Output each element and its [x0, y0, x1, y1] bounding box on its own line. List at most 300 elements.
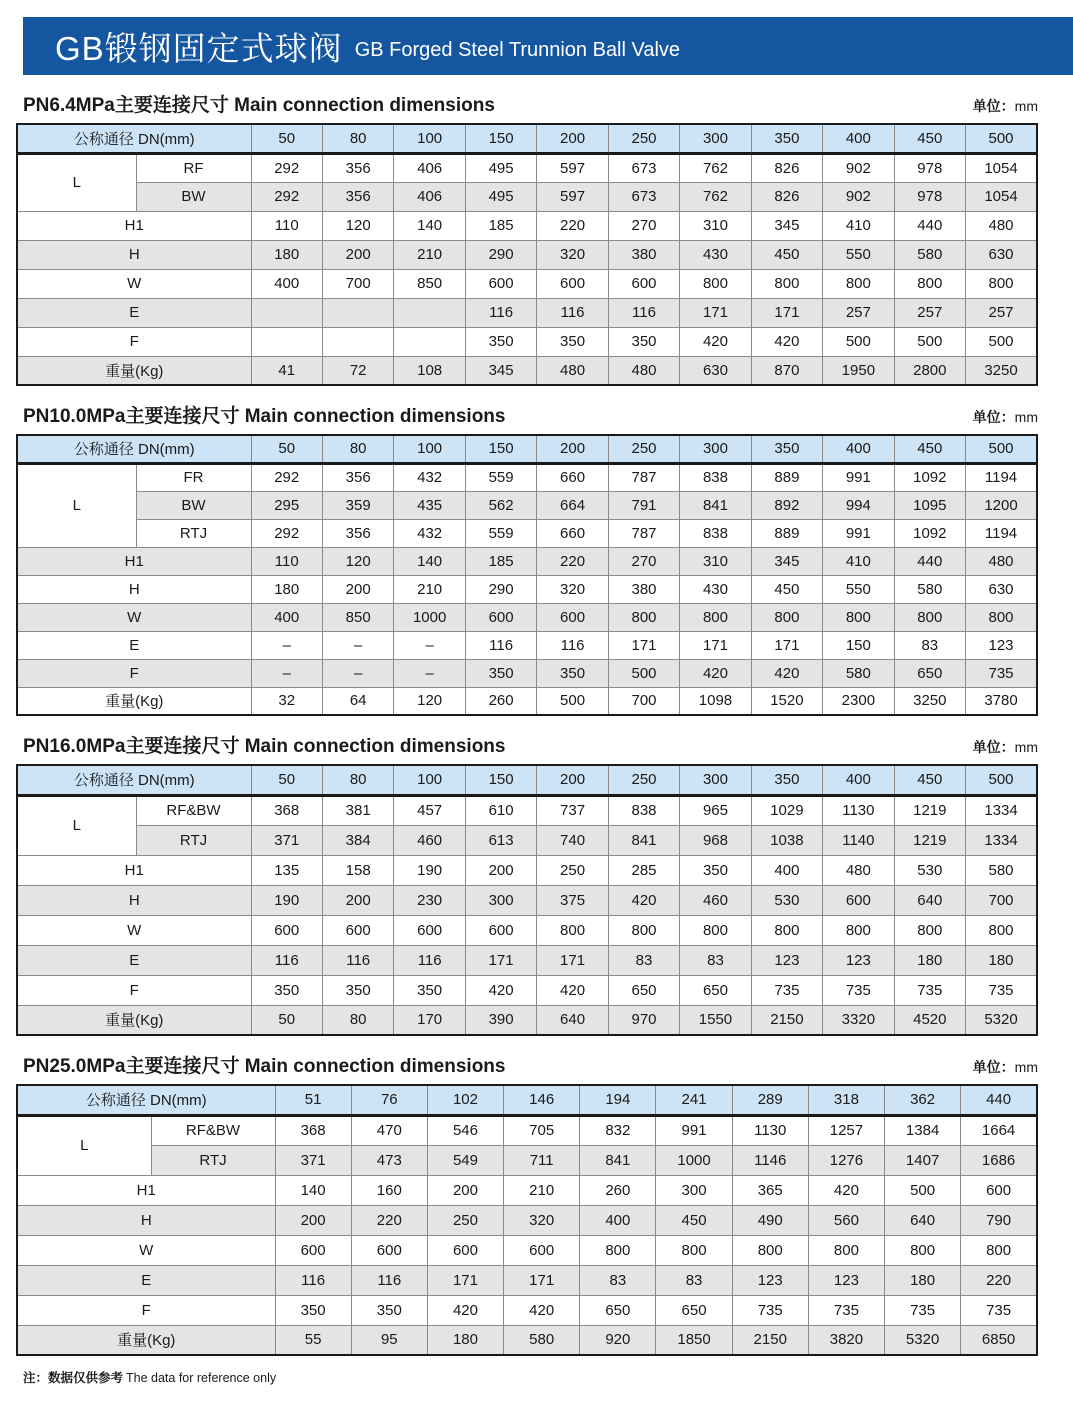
cell: 140 [275, 1175, 351, 1205]
cell: 800 [808, 1235, 884, 1265]
cell: 530 [894, 855, 965, 885]
cell: 180 [885, 1265, 961, 1295]
cell: 700 [322, 269, 393, 298]
cell: 83 [656, 1265, 732, 1295]
cell: 1130 [732, 1115, 808, 1145]
cell: 140 [394, 211, 465, 240]
section-head [16, 1051, 1038, 1078]
cell: 3250 [966, 356, 1037, 385]
cell: 123 [808, 1265, 884, 1295]
cell: 380 [608, 575, 679, 603]
table-header-row [17, 435, 1037, 463]
row-label: W [17, 915, 251, 945]
cell: 640 [537, 1005, 608, 1035]
cell: 610 [465, 795, 536, 825]
row-label: H [17, 240, 251, 269]
cell: 600 [537, 603, 608, 631]
row-label: F [17, 1295, 275, 1325]
row-group-label: L [17, 153, 136, 211]
row-label: F [17, 659, 251, 687]
cell: 920 [580, 1325, 656, 1355]
cell: 430 [680, 240, 751, 269]
pressure-section-4 [16, 1051, 1038, 1356]
table-row [17, 1145, 1037, 1175]
cell: 440 [894, 211, 965, 240]
cell: 420 [751, 659, 822, 687]
cell: 970 [608, 1005, 679, 1035]
table-row [17, 463, 1037, 491]
row-label: RTJ [136, 519, 251, 547]
col-header: 100 [394, 124, 465, 153]
cell: 180 [894, 945, 965, 975]
cell: 1850 [656, 1325, 732, 1355]
cell: 1000 [656, 1145, 732, 1175]
unit-label [973, 737, 1038, 758]
cell: 480 [966, 547, 1037, 575]
cell: 613 [465, 825, 536, 855]
cell: 83 [680, 945, 751, 975]
cell: 171 [504, 1265, 580, 1295]
section-title: PN16.0MPa主要连接尺寸 Main connection dimensions [23, 736, 506, 757]
cell: 292 [251, 519, 322, 547]
cell: 559 [465, 519, 536, 547]
cell: 800 [580, 1235, 656, 1265]
table-row [17, 575, 1037, 603]
cell: 735 [966, 659, 1037, 687]
cell: 185 [465, 547, 536, 575]
cell: 530 [751, 885, 822, 915]
cell: 410 [823, 547, 894, 575]
cell: 380 [608, 240, 679, 269]
cell: 495 [465, 182, 536, 211]
row-label: 重量(Kg) [17, 1325, 275, 1355]
cell: 791 [608, 491, 679, 519]
cell: 735 [732, 1295, 808, 1325]
col-header: 500 [966, 765, 1037, 795]
table-row [17, 519, 1037, 547]
table-row [17, 356, 1037, 385]
cell: 660 [537, 519, 608, 547]
cell: 460 [394, 825, 465, 855]
footer-note [23, 1368, 1073, 1392]
cell: 500 [823, 327, 894, 356]
table-row [17, 182, 1037, 211]
col-header: 350 [751, 435, 822, 463]
row-label: BW [136, 182, 251, 211]
cell: 356 [322, 463, 393, 491]
cell: 116 [608, 298, 679, 327]
table-row [17, 885, 1037, 915]
cell: 390 [465, 1005, 536, 1035]
cell: 1219 [894, 795, 965, 825]
cell: 735 [961, 1295, 1037, 1325]
unit-prefix: 单位： [972, 1059, 1015, 1075]
cell: 600 [961, 1175, 1037, 1205]
cell: 800 [966, 915, 1037, 945]
cell: 32 [251, 687, 322, 715]
table-row [17, 631, 1037, 659]
cell: 420 [680, 327, 751, 356]
cell: 600 [351, 1235, 427, 1265]
cell: 740 [537, 825, 608, 855]
unit-prefix: 单位： [972, 98, 1015, 114]
cell: 673 [608, 153, 679, 182]
cell: 889 [751, 463, 822, 491]
unit-label [973, 407, 1038, 428]
col-header: 318 [808, 1085, 884, 1115]
row-label: RF&BW [136, 795, 251, 825]
cell: 365 [732, 1175, 808, 1205]
cell: 630 [966, 575, 1037, 603]
row-label: 重量(Kg) [17, 687, 251, 715]
dn-header-label: 公称通径 DN(mm) [17, 435, 251, 463]
cell: 800 [966, 269, 1037, 298]
cell: 450 [751, 575, 822, 603]
cell: 800 [894, 269, 965, 298]
row-label: H1 [17, 855, 251, 885]
cell: 1054 [966, 182, 1037, 211]
banner-title-zh: GB锻钢固定式球阀 [55, 29, 343, 67]
cell: 841 [680, 491, 751, 519]
cell: 991 [823, 463, 894, 491]
cell: 250 [537, 855, 608, 885]
table-row [17, 153, 1037, 182]
cell: 1276 [808, 1145, 884, 1175]
cell: 500 [885, 1175, 961, 1205]
cell: 257 [966, 298, 1037, 327]
dimensions-table [16, 764, 1038, 1036]
cell: 838 [680, 519, 751, 547]
cell: 580 [823, 659, 894, 687]
cell: 116 [322, 945, 393, 975]
cell: 116 [537, 631, 608, 659]
cell: 170 [394, 1005, 465, 1035]
cell: 1029 [751, 795, 822, 825]
cell: 356 [322, 519, 393, 547]
cell: 210 [394, 240, 465, 269]
col-header: 289 [732, 1085, 808, 1115]
dimensions-table [16, 123, 1038, 386]
cell: 3320 [823, 1005, 894, 1035]
cell: 350 [537, 327, 608, 356]
row-label: RF&BW [151, 1115, 275, 1145]
cell: 420 [680, 659, 751, 687]
table-row [17, 659, 1037, 687]
cell: 2150 [732, 1325, 808, 1355]
note-text: The data for reference only [126, 1371, 277, 1385]
table-row [17, 1235, 1037, 1265]
row-label: W [17, 269, 251, 298]
cell: 3780 [966, 687, 1037, 715]
cell: 110 [251, 211, 322, 240]
cell: 978 [894, 182, 965, 211]
cell: 650 [656, 1295, 732, 1325]
cell: 800 [680, 269, 751, 298]
col-header: 194 [580, 1085, 656, 1115]
cell: 597 [537, 153, 608, 182]
cell: 410 [823, 211, 894, 240]
col-header: 80 [322, 765, 393, 795]
cell: 384 [322, 825, 393, 855]
cell: 700 [966, 885, 1037, 915]
row-label: 重量(Kg) [17, 1005, 251, 1035]
row-label: W [17, 1235, 275, 1265]
cell [322, 327, 393, 356]
col-header: 150 [465, 765, 536, 795]
col-header: 400 [823, 435, 894, 463]
cell: 350 [322, 975, 393, 1005]
row-label: RTJ [151, 1145, 275, 1175]
col-header: 50 [251, 124, 322, 153]
cell: 123 [751, 945, 822, 975]
col-header: 76 [351, 1085, 427, 1115]
cell: 800 [608, 915, 679, 945]
cell: 72 [322, 356, 393, 385]
cell: 290 [465, 240, 536, 269]
table-row [17, 915, 1037, 945]
cell: 700 [608, 687, 679, 715]
cell: 270 [608, 211, 679, 240]
cell: 600 [465, 269, 536, 298]
cell: 171 [680, 298, 751, 327]
cell: 180 [251, 575, 322, 603]
cell: 220 [537, 547, 608, 575]
dn-header-label: 公称通径 DN(mm) [17, 765, 251, 795]
cell: 2800 [894, 356, 965, 385]
cell: 120 [322, 211, 393, 240]
cell: 457 [394, 795, 465, 825]
cell: 171 [465, 945, 536, 975]
cell: 1200 [966, 491, 1037, 519]
cell: 432 [394, 519, 465, 547]
cell: 549 [427, 1145, 503, 1175]
col-header: 400 [823, 124, 894, 153]
cell: 381 [322, 795, 393, 825]
col-header: 500 [966, 124, 1037, 153]
col-header: 200 [537, 435, 608, 463]
cell: 889 [751, 519, 822, 547]
col-header: 80 [322, 435, 393, 463]
cell: 171 [537, 945, 608, 975]
cell: 120 [394, 687, 465, 715]
cell: 800 [608, 603, 679, 631]
unit-value: mm [1014, 409, 1038, 425]
cell: 735 [885, 1295, 961, 1325]
note-prefix: 注：数据仅供参考 [23, 1371, 124, 1385]
cell: 432 [394, 463, 465, 491]
row-label: FR [136, 463, 251, 491]
cell: 450 [656, 1205, 732, 1235]
header-banner [23, 17, 1073, 75]
row-label: H1 [17, 547, 251, 575]
cell [322, 298, 393, 327]
cell: 470 [351, 1115, 427, 1145]
cell: 735 [894, 975, 965, 1005]
col-header: 300 [680, 124, 751, 153]
cell: 562 [465, 491, 536, 519]
col-header: 100 [394, 765, 465, 795]
col-header: 102 [427, 1085, 503, 1115]
cell: 1384 [885, 1115, 961, 1145]
cell: 800 [751, 603, 822, 631]
cell: 650 [680, 975, 751, 1005]
cell: 630 [966, 240, 1037, 269]
section-title: PN6.4MPa主要连接尺寸 Main connection dimensions [23, 95, 495, 116]
cell: 660 [537, 463, 608, 491]
cell: 220 [537, 211, 608, 240]
cell: 320 [537, 240, 608, 269]
cell: 1130 [823, 795, 894, 825]
cell: 345 [465, 356, 536, 385]
unit-value: mm [1014, 98, 1038, 114]
cell: 356 [322, 153, 393, 182]
cell: 711 [504, 1145, 580, 1175]
cell: 650 [580, 1295, 656, 1325]
table-row [17, 1115, 1037, 1145]
cell: 480 [608, 356, 679, 385]
table-row [17, 687, 1037, 715]
cell: 6850 [961, 1325, 1037, 1355]
cell: 116 [465, 631, 536, 659]
cell: 171 [427, 1265, 503, 1295]
col-header: 241 [656, 1085, 732, 1115]
cell: 292 [251, 153, 322, 182]
cell: 310 [680, 211, 751, 240]
cell: 832 [580, 1115, 656, 1145]
cell: 664 [537, 491, 608, 519]
cell: 83 [608, 945, 679, 975]
cell: 892 [751, 491, 822, 519]
cell: 640 [894, 885, 965, 915]
cell: 500 [966, 327, 1037, 356]
tables-area [16, 90, 1038, 1356]
cell: 371 [251, 825, 322, 855]
cell: 1140 [823, 825, 894, 855]
cell: 600 [275, 1235, 351, 1265]
cell: 350 [608, 327, 679, 356]
cell: 673 [608, 182, 679, 211]
row-label: H1 [17, 1175, 275, 1205]
cell: 650 [608, 975, 679, 1005]
section-head [16, 401, 1038, 428]
cell: 406 [394, 182, 465, 211]
table-row [17, 1205, 1037, 1235]
table-row [17, 269, 1037, 298]
cell: 310 [680, 547, 751, 575]
table-row [17, 945, 1037, 975]
cell: 850 [394, 269, 465, 298]
row-label: H [17, 885, 251, 915]
cell: 116 [537, 298, 608, 327]
cell: 116 [251, 945, 322, 975]
cell: 171 [608, 631, 679, 659]
cell: 580 [966, 855, 1037, 885]
cell: 838 [608, 795, 679, 825]
cell: 550 [823, 575, 894, 603]
cell: 826 [751, 182, 822, 211]
cell: 580 [894, 575, 965, 603]
unit-prefix: 单位： [972, 739, 1015, 755]
table-row [17, 1295, 1037, 1325]
cell: 580 [504, 1325, 580, 1355]
cell: 902 [823, 182, 894, 211]
cell: 440 [894, 547, 965, 575]
row-label: RF [136, 153, 251, 182]
cell: 420 [427, 1295, 503, 1325]
cell: 200 [275, 1205, 351, 1235]
cell: 260 [465, 687, 536, 715]
col-header: 200 [537, 124, 608, 153]
cell: 320 [537, 575, 608, 603]
cell [394, 298, 465, 327]
row-label: F [17, 327, 251, 356]
cell: 55 [275, 1325, 351, 1355]
cell: 171 [751, 298, 822, 327]
cell: 800 [894, 915, 965, 945]
cell: 559 [465, 463, 536, 491]
row-group-label: L [17, 463, 136, 547]
section-head [16, 90, 1038, 117]
cell: 210 [504, 1175, 580, 1205]
row-label: H [17, 1205, 275, 1235]
cell: 64 [322, 687, 393, 715]
table-header-row [17, 124, 1037, 153]
cell: 1219 [894, 825, 965, 855]
cell: 841 [608, 825, 679, 855]
cell: 1664 [961, 1115, 1037, 1145]
cell [394, 327, 465, 356]
col-header: 362 [885, 1085, 961, 1115]
table-row [17, 240, 1037, 269]
dimensions-table [16, 1084, 1038, 1356]
row-label: 重量(Kg) [17, 356, 251, 385]
cell: 356 [322, 182, 393, 211]
cell: 368 [251, 795, 322, 825]
row-group-label: L [17, 1115, 151, 1175]
catalog-page [0, 17, 1073, 1407]
cell: 359 [322, 491, 393, 519]
cell: 150 [823, 631, 894, 659]
cell: 737 [537, 795, 608, 825]
cell: 735 [966, 975, 1037, 1005]
col-header: 250 [608, 124, 679, 153]
cell: 762 [680, 153, 751, 182]
cell: 230 [394, 885, 465, 915]
cell: 430 [680, 575, 751, 603]
table-row [17, 1005, 1037, 1035]
cell: 375 [537, 885, 608, 915]
table-header-row [17, 765, 1037, 795]
pressure-section-2 [16, 401, 1038, 716]
col-header: 250 [608, 435, 679, 463]
row-label: BW [136, 491, 251, 519]
cell: 350 [394, 975, 465, 1005]
cell: 350 [351, 1295, 427, 1325]
pressure-section-1 [16, 90, 1038, 386]
cell: 300 [656, 1175, 732, 1205]
table-row [17, 795, 1037, 825]
unit-prefix: 单位： [972, 409, 1015, 425]
cell: 180 [251, 240, 322, 269]
table-row [17, 1325, 1037, 1355]
unit-value: mm [1014, 1059, 1038, 1075]
cell: 965 [680, 795, 751, 825]
cell: 257 [823, 298, 894, 327]
cell: – [322, 631, 393, 659]
cell: 400 [251, 269, 322, 298]
cell: 292 [251, 182, 322, 211]
cell: 350 [251, 975, 322, 1005]
